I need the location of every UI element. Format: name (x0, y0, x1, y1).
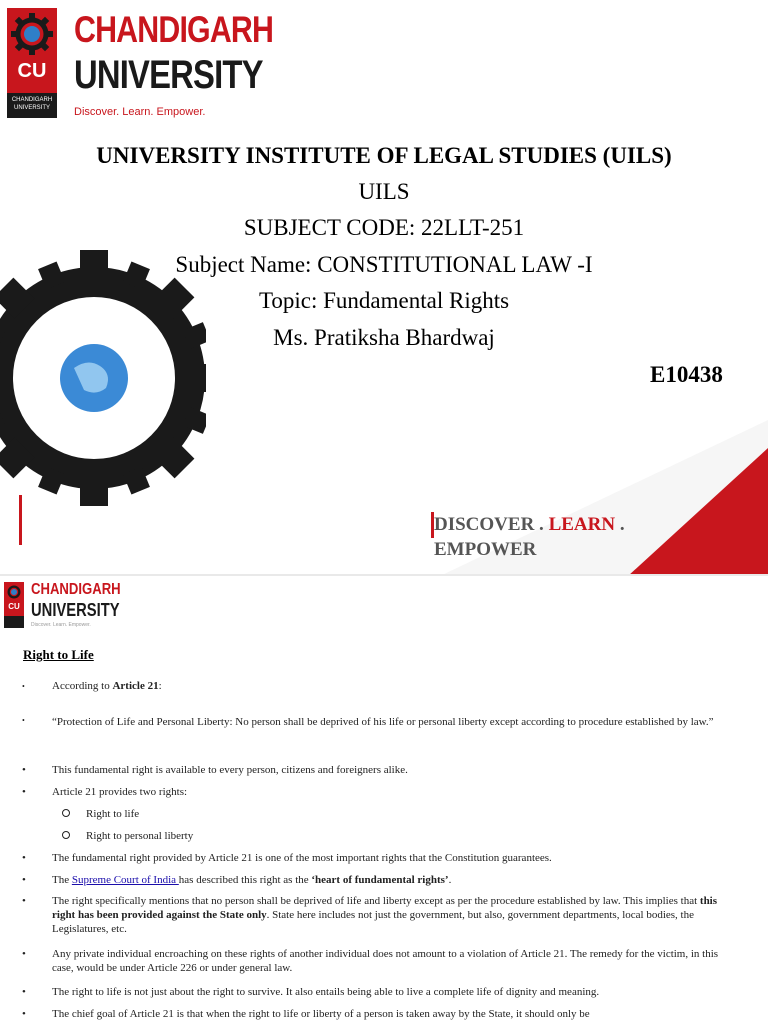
cu-letters: CU (17, 60, 47, 82)
topic: Topic: Fundamental Rights (258, 288, 510, 313)
item-text: Right to personal liberty (86, 830, 194, 842)
supreme-court-link[interactable]: Supreme Court of India (71, 874, 179, 886)
gear-globe-emblem (0, 250, 206, 520)
bullet: • (22, 1008, 26, 1020)
bullet: • (22, 786, 26, 798)
bullet: • (22, 874, 26, 886)
item-bold: this right has been provided against the State only (52, 895, 718, 921)
bullet: • (22, 764, 26, 776)
circle-bullet (62, 809, 70, 817)
cu-letters: CU (8, 602, 20, 611)
brand-tagline: Discover. Learn. Empower. (31, 622, 91, 628)
gear-globe-icon (11, 13, 53, 55)
brand-line-2: UNIVERSITY (74, 53, 263, 97)
bullet: • (22, 682, 25, 691)
item-text: : (158, 680, 162, 692)
brand-line-1: CHANDIGARH (31, 581, 121, 598)
logo-label (4, 616, 24, 628)
item-bold: ‘heart of fundamental rights’ (311, 874, 449, 886)
bullet: • (22, 986, 26, 998)
content-slide (0, 576, 768, 1024)
faculty-name: Ms. Pratiksha Bhardwaj (273, 325, 495, 350)
slogan-learn: LEARN (548, 514, 616, 535)
slogan-dot: . (619, 514, 625, 535)
item-text: The chief goal of Article 21 is that when the right to life or liberty of a person is taken away by the State, it should only be (52, 1008, 590, 1020)
university-logo (7, 8, 57, 118)
brand-line-2: UNIVERSITY (31, 600, 120, 620)
logo-label: CHANDIGARH UNIVERSITY (7, 93, 57, 118)
slogan (434, 512, 625, 562)
item-text: Article 21 provides two rights: (52, 786, 188, 798)
department-name: UILS (358, 179, 410, 204)
slogan-empower: EMPOWER (434, 539, 537, 560)
slogan-bar (431, 512, 434, 538)
brand-tagline: Discover. Learn. Empower. (74, 106, 206, 118)
circle-bullet (62, 831, 70, 839)
bullet: • (22, 716, 25, 725)
item-text: Any private individual encroaching on these rights of another individual does not amount to a violation of Article 21. The remedy for the victim, in this case, would be under Article 226 or under general law. (52, 948, 719, 974)
subject-code: SUBJECT CODE: 22LLT-251 (243, 215, 525, 240)
item-text: The right to life is not just about the right to survive. It also entails being able to live a complete life of dignity and meaning. (52, 986, 600, 998)
slogan-discover: DISCOVER . (434, 514, 544, 535)
item-text: “Protection of Life and Personal Liberty: No person shall be deprived of his life or personal liberty except according to procedure established by law.” (52, 716, 714, 728)
item-bold: Article 21 (112, 680, 159, 692)
employee-code: E10438 (650, 362, 723, 387)
item-text: The fundamental right provided by Article 21 is one of the most important rights that the Constitution guarantees. (52, 852, 552, 864)
institute-title: UNIVERSITY INSTITUTE OF LEGAL STUDIES (UILS) (96, 143, 672, 168)
item-text: This fundamental right is available to every person, citizens and foreigners alike. (52, 764, 408, 776)
item-text: According to (52, 680, 113, 692)
item-text: The right specifically mentions that no person shall be deprived of life and liberty except as per the procedure established by law. This implies that (52, 895, 700, 907)
section-heading: Right to Life (23, 647, 94, 662)
item-text: The (52, 874, 72, 886)
gear-globe-icon (6, 584, 22, 600)
red-accent-bar (19, 495, 22, 545)
university-logo-small (4, 582, 24, 628)
subject-name: Subject Name: CONSTITUTIONAL LAW -I (175, 252, 593, 277)
item-text: has described this right as the (178, 874, 312, 886)
bullet: • (22, 852, 26, 864)
item-text: Right to life (86, 808, 140, 820)
brand-line-1: CHANDIGARH (74, 9, 274, 50)
item-text: . (448, 874, 452, 886)
item-text: . State here includes not just the government, but also, government departments, local bodies, the Legislatures, etc. (52, 909, 694, 935)
bullet: • (22, 948, 26, 960)
bullet: • (22, 895, 26, 907)
